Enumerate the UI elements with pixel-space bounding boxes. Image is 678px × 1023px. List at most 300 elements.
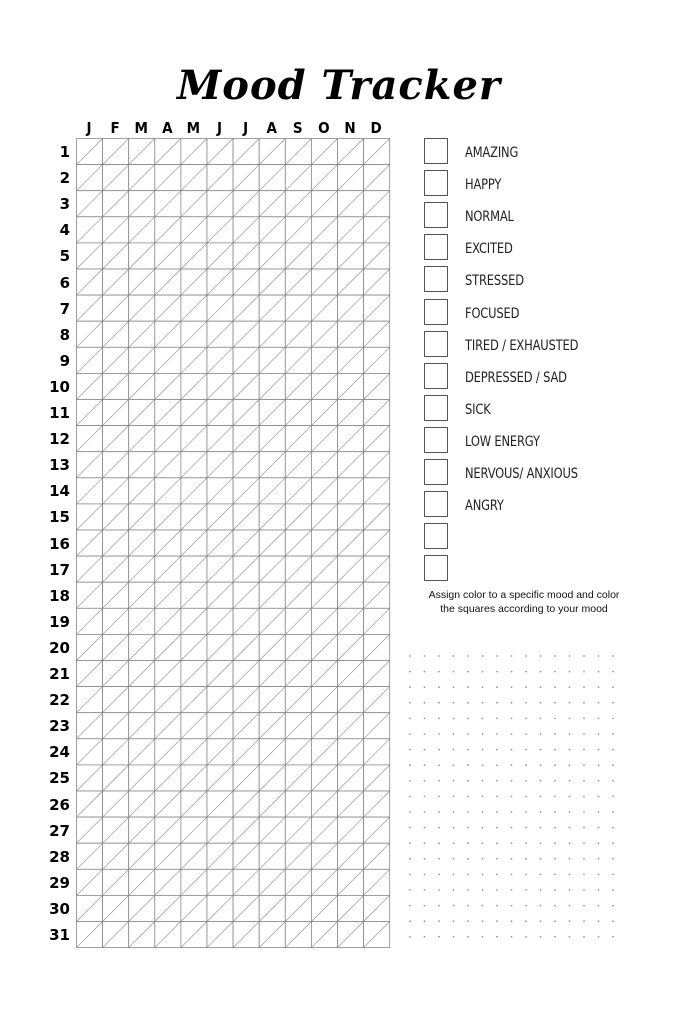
- mood-cell[interactable]: [207, 895, 233, 921]
- mood-cell[interactable]: [338, 661, 364, 687]
- mood-cell[interactable]: [103, 922, 129, 948]
- mood-cell[interactable]: [364, 191, 390, 217]
- mood-cell[interactable]: [338, 556, 364, 582]
- mood-cell[interactable]: [103, 869, 129, 895]
- mood-cell[interactable]: [364, 530, 390, 556]
- mood-cell[interactable]: [338, 347, 364, 373]
- mood-cell[interactable]: [285, 269, 311, 295]
- mood-cell[interactable]: [338, 843, 364, 869]
- mood-cell[interactable]: [311, 373, 337, 399]
- mood-cell[interactable]: [181, 843, 207, 869]
- mood-cell[interactable]: [103, 608, 129, 634]
- mood-cell[interactable]: [285, 243, 311, 269]
- mood-cell[interactable]: [259, 634, 285, 660]
- mood-cell[interactable]: [77, 191, 103, 217]
- mood-cell[interactable]: [181, 869, 207, 895]
- mood-cell[interactable]: [233, 321, 259, 347]
- mood-cell[interactable]: [233, 504, 259, 530]
- mood-cell[interactable]: [77, 661, 103, 687]
- color-swatch-box[interactable]: [424, 331, 448, 357]
- mood-cell[interactable]: [129, 817, 155, 843]
- mood-cell[interactable]: [155, 295, 181, 321]
- mood-cell[interactable]: [311, 634, 337, 660]
- mood-cell[interactable]: [311, 608, 337, 634]
- mood-cell[interactable]: [364, 869, 390, 895]
- mood-cell[interactable]: [103, 373, 129, 399]
- mood-cell[interactable]: [311, 400, 337, 426]
- mood-cell[interactable]: [103, 687, 129, 713]
- mood-cell[interactable]: [259, 556, 285, 582]
- mood-cell[interactable]: [233, 426, 259, 452]
- mood-cell[interactable]: [311, 347, 337, 373]
- mood-cell[interactable]: [129, 478, 155, 504]
- mood-cell[interactable]: [338, 426, 364, 452]
- mood-cell[interactable]: [207, 478, 233, 504]
- mood-cell[interactable]: [311, 582, 337, 608]
- color-swatch-box[interactable]: [424, 170, 448, 196]
- mood-cell[interactable]: [181, 791, 207, 817]
- mood-cell[interactable]: [259, 817, 285, 843]
- mood-cell[interactable]: [129, 661, 155, 687]
- mood-cell[interactable]: [233, 347, 259, 373]
- mood-cell[interactable]: [338, 713, 364, 739]
- mood-cell[interactable]: [311, 791, 337, 817]
- mood-cell[interactable]: [338, 321, 364, 347]
- mood-cell[interactable]: [103, 191, 129, 217]
- mood-cell[interactable]: [181, 426, 207, 452]
- mood-cell[interactable]: [129, 165, 155, 191]
- mood-cell[interactable]: [207, 243, 233, 269]
- mood-cell[interactable]: [259, 687, 285, 713]
- mood-cell[interactable]: [285, 321, 311, 347]
- mood-cell[interactable]: [233, 739, 259, 765]
- mood-cell[interactable]: [181, 765, 207, 791]
- mood-cell[interactable]: [181, 582, 207, 608]
- mood-cell[interactable]: [259, 400, 285, 426]
- mood-cell[interactable]: [207, 426, 233, 452]
- mood-cell[interactable]: [364, 295, 390, 321]
- mood-cell[interactable]: [103, 713, 129, 739]
- mood-cell[interactable]: [259, 791, 285, 817]
- mood-cell[interactable]: [77, 843, 103, 869]
- mood-cell[interactable]: [364, 713, 390, 739]
- mood-cell[interactable]: [181, 217, 207, 243]
- mood-cell[interactable]: [259, 243, 285, 269]
- mood-cell[interactable]: [233, 478, 259, 504]
- mood-cell[interactable]: [259, 608, 285, 634]
- mood-cell[interactable]: [259, 347, 285, 373]
- mood-cell[interactable]: [129, 139, 155, 165]
- mood-cell[interactable]: [311, 843, 337, 869]
- mood-cell[interactable]: [233, 191, 259, 217]
- mood-cell[interactable]: [311, 165, 337, 191]
- mood-cell[interactable]: [181, 139, 207, 165]
- mood-cell[interactable]: [285, 452, 311, 478]
- mood-cell[interactable]: [364, 139, 390, 165]
- mood-cell[interactable]: [129, 530, 155, 556]
- mood-cell[interactable]: [233, 217, 259, 243]
- mood-cell[interactable]: [207, 165, 233, 191]
- mood-cell[interactable]: [155, 843, 181, 869]
- mood-cell[interactable]: [338, 243, 364, 269]
- mood-cell[interactable]: [285, 817, 311, 843]
- mood-cell[interactable]: [233, 295, 259, 321]
- mood-cell[interactable]: [259, 452, 285, 478]
- mood-cell[interactable]: [285, 165, 311, 191]
- mood-cell[interactable]: [311, 765, 337, 791]
- mood-cell[interactable]: [259, 713, 285, 739]
- mood-cell[interactable]: [103, 426, 129, 452]
- mood-cell[interactable]: [155, 530, 181, 556]
- mood-cell[interactable]: [285, 922, 311, 948]
- mood-cell[interactable]: [207, 321, 233, 347]
- mood-cell[interactable]: [129, 400, 155, 426]
- mood-cell[interactable]: [364, 426, 390, 452]
- mood-cell[interactable]: [129, 922, 155, 948]
- mood-cell[interactable]: [207, 530, 233, 556]
- color-swatch-box[interactable]: [424, 299, 448, 325]
- mood-cell[interactable]: [77, 687, 103, 713]
- mood-cell[interactable]: [181, 347, 207, 373]
- mood-cell[interactable]: [233, 582, 259, 608]
- mood-cell[interactable]: [103, 530, 129, 556]
- mood-cell[interactable]: [364, 321, 390, 347]
- mood-cell[interactable]: [311, 191, 337, 217]
- mood-cell[interactable]: [259, 321, 285, 347]
- mood-cell[interactable]: [103, 243, 129, 269]
- mood-cell[interactable]: [103, 739, 129, 765]
- color-swatch-box[interactable]: [424, 555, 448, 581]
- mood-cell[interactable]: [338, 452, 364, 478]
- mood-cell[interactable]: [285, 713, 311, 739]
- mood-cell[interactable]: [181, 400, 207, 426]
- mood-cell[interactable]: [364, 269, 390, 295]
- mood-cell[interactable]: [364, 817, 390, 843]
- mood-cell[interactable]: [181, 634, 207, 660]
- mood-cell[interactable]: [207, 217, 233, 243]
- mood-cell[interactable]: [77, 347, 103, 373]
- mood-cell[interactable]: [311, 452, 337, 478]
- mood-cell[interactable]: [77, 739, 103, 765]
- mood-cell[interactable]: [207, 634, 233, 660]
- mood-cell[interactable]: [285, 582, 311, 608]
- mood-cell[interactable]: [103, 791, 129, 817]
- mood-cell[interactable]: [181, 243, 207, 269]
- mood-cell[interactable]: [233, 765, 259, 791]
- mood-cell[interactable]: [207, 843, 233, 869]
- mood-cell[interactable]: [233, 243, 259, 269]
- mood-cell[interactable]: [129, 608, 155, 634]
- mood-cell[interactable]: [155, 400, 181, 426]
- mood-cell[interactable]: [129, 869, 155, 895]
- mood-cell[interactable]: [311, 869, 337, 895]
- mood-cell[interactable]: [155, 373, 181, 399]
- mood-cell[interactable]: [233, 922, 259, 948]
- mood-cell[interactable]: [207, 139, 233, 165]
- mood-cell[interactable]: [311, 739, 337, 765]
- mood-cell[interactable]: [129, 504, 155, 530]
- mood-cell[interactable]: [103, 634, 129, 660]
- mood-cell[interactable]: [233, 269, 259, 295]
- mood-cell[interactable]: [129, 452, 155, 478]
- mood-cell[interactable]: [259, 373, 285, 399]
- mood-cell[interactable]: [338, 922, 364, 948]
- mood-cell[interactable]: [181, 165, 207, 191]
- mood-cell[interactable]: [259, 504, 285, 530]
- mood-cell[interactable]: [77, 530, 103, 556]
- mood-cell[interactable]: [285, 895, 311, 921]
- mood-cell[interactable]: [285, 608, 311, 634]
- mood-cell[interactable]: [155, 739, 181, 765]
- mood-cell[interactable]: [285, 191, 311, 217]
- mood-cell[interactable]: [207, 347, 233, 373]
- mood-cell[interactable]: [285, 347, 311, 373]
- mood-cell[interactable]: [207, 817, 233, 843]
- mood-cell[interactable]: [103, 582, 129, 608]
- mood-cell[interactable]: [103, 478, 129, 504]
- mood-cell[interactable]: [207, 739, 233, 765]
- mood-cell[interactable]: [311, 295, 337, 321]
- mood-cell[interactable]: [181, 478, 207, 504]
- mood-cell[interactable]: [364, 165, 390, 191]
- mood-cell[interactable]: [181, 504, 207, 530]
- mood-cell[interactable]: [129, 426, 155, 452]
- mood-cell[interactable]: [77, 713, 103, 739]
- mood-cell[interactable]: [311, 713, 337, 739]
- mood-cell[interactable]: [77, 139, 103, 165]
- mood-cell[interactable]: [207, 661, 233, 687]
- mood-cell[interactable]: [181, 817, 207, 843]
- mood-cell[interactable]: [364, 739, 390, 765]
- mood-cell[interactable]: [364, 765, 390, 791]
- mood-cell[interactable]: [129, 373, 155, 399]
- mood-cell[interactable]: [364, 922, 390, 948]
- mood-cell[interactable]: [77, 217, 103, 243]
- mood-cell[interactable]: [129, 321, 155, 347]
- mood-cell[interactable]: [364, 373, 390, 399]
- mood-cell[interactable]: [285, 556, 311, 582]
- mood-cell[interactable]: [285, 765, 311, 791]
- mood-cell[interactable]: [364, 243, 390, 269]
- mood-cell[interactable]: [259, 582, 285, 608]
- mood-cell[interactable]: [311, 139, 337, 165]
- mood-cell[interactable]: [181, 556, 207, 582]
- mood-cell[interactable]: [181, 922, 207, 948]
- mood-cell[interactable]: [338, 608, 364, 634]
- mood-cell[interactable]: [259, 295, 285, 321]
- mood-cell[interactable]: [364, 478, 390, 504]
- mood-cell[interactable]: [311, 269, 337, 295]
- color-swatch-box[interactable]: [424, 427, 448, 453]
- mood-cell[interactable]: [77, 582, 103, 608]
- mood-cell[interactable]: [155, 165, 181, 191]
- mood-cell[interactable]: [259, 165, 285, 191]
- mood-cell[interactable]: [77, 922, 103, 948]
- mood-cell[interactable]: [259, 869, 285, 895]
- mood-cell[interactable]: [77, 817, 103, 843]
- mood-cell[interactable]: [233, 713, 259, 739]
- mood-cell[interactable]: [233, 817, 259, 843]
- mood-cell[interactable]: [77, 452, 103, 478]
- mood-cell[interactable]: [103, 321, 129, 347]
- mood-cell[interactable]: [338, 895, 364, 921]
- mood-cell[interactable]: [77, 478, 103, 504]
- mood-cell[interactable]: [338, 269, 364, 295]
- mood-cell[interactable]: [338, 687, 364, 713]
- mood-cell[interactable]: [311, 530, 337, 556]
- mood-cell[interactable]: [103, 843, 129, 869]
- mood-cell[interactable]: [77, 165, 103, 191]
- mood-cell[interactable]: [77, 869, 103, 895]
- mood-cell[interactable]: [338, 817, 364, 843]
- mood-cell[interactable]: [129, 556, 155, 582]
- mood-cell[interactable]: [103, 765, 129, 791]
- color-swatch-box[interactable]: [424, 395, 448, 421]
- mood-cell[interactable]: [181, 739, 207, 765]
- mood-cell[interactable]: [285, 791, 311, 817]
- mood-cell[interactable]: [207, 269, 233, 295]
- mood-cell[interactable]: [77, 765, 103, 791]
- mood-cell[interactable]: [103, 817, 129, 843]
- mood-cell[interactable]: [285, 687, 311, 713]
- mood-cell[interactable]: [364, 608, 390, 634]
- mood-cell[interactable]: [129, 765, 155, 791]
- mood-cell[interactable]: [77, 321, 103, 347]
- mood-cell[interactable]: [311, 817, 337, 843]
- mood-cell[interactable]: [233, 556, 259, 582]
- color-swatch-box[interactable]: [424, 363, 448, 389]
- mood-cell[interactable]: [155, 191, 181, 217]
- mood-cell[interactable]: [155, 321, 181, 347]
- mood-cell[interactable]: [207, 869, 233, 895]
- mood-cell[interactable]: [207, 504, 233, 530]
- mood-cell[interactable]: [103, 895, 129, 921]
- mood-cell[interactable]: [207, 400, 233, 426]
- mood-cell[interactable]: [207, 765, 233, 791]
- mood-cell[interactable]: [338, 634, 364, 660]
- mood-cell[interactable]: [77, 895, 103, 921]
- mood-cell[interactable]: [364, 556, 390, 582]
- mood-cell[interactable]: [285, 661, 311, 687]
- mood-cell[interactable]: [285, 478, 311, 504]
- mood-cell[interactable]: [233, 791, 259, 817]
- color-swatch-box[interactable]: [424, 202, 448, 228]
- mood-cell[interactable]: [155, 765, 181, 791]
- mood-cell[interactable]: [338, 530, 364, 556]
- mood-cell[interactable]: [155, 269, 181, 295]
- mood-cell[interactable]: [129, 347, 155, 373]
- mood-cell[interactable]: [181, 269, 207, 295]
- mood-cell[interactable]: [103, 400, 129, 426]
- mood-cell[interactable]: [155, 139, 181, 165]
- mood-cell[interactable]: [77, 269, 103, 295]
- mood-cell[interactable]: [285, 217, 311, 243]
- mood-cell[interactable]: [207, 713, 233, 739]
- mood-cell[interactable]: [155, 608, 181, 634]
- mood-cell[interactable]: [129, 295, 155, 321]
- mood-cell[interactable]: [338, 869, 364, 895]
- mood-cell[interactable]: [77, 634, 103, 660]
- mood-cell[interactable]: [285, 139, 311, 165]
- mood-cell[interactable]: [285, 634, 311, 660]
- mood-cell[interactable]: [233, 139, 259, 165]
- mood-cell[interactable]: [207, 608, 233, 634]
- mood-cell[interactable]: [364, 582, 390, 608]
- mood-cell[interactable]: [181, 661, 207, 687]
- mood-cell[interactable]: [259, 426, 285, 452]
- mood-cell[interactable]: [77, 504, 103, 530]
- mood-cell[interactable]: [155, 243, 181, 269]
- color-swatch-box[interactable]: [424, 523, 448, 549]
- mood-cell[interactable]: [338, 217, 364, 243]
- mood-cell[interactable]: [155, 713, 181, 739]
- mood-cell[interactable]: [259, 661, 285, 687]
- mood-cell[interactable]: [207, 582, 233, 608]
- mood-cell[interactable]: [77, 295, 103, 321]
- mood-cell[interactable]: [103, 347, 129, 373]
- mood-cell[interactable]: [207, 922, 233, 948]
- mood-cell[interactable]: [285, 739, 311, 765]
- color-swatch-box[interactable]: [424, 266, 448, 292]
- mood-cell[interactable]: [259, 765, 285, 791]
- mood-cell[interactable]: [181, 321, 207, 347]
- mood-cell[interactable]: [103, 556, 129, 582]
- mood-cell[interactable]: [155, 426, 181, 452]
- mood-cell[interactable]: [207, 295, 233, 321]
- mood-cell[interactable]: [311, 426, 337, 452]
- mood-cell[interactable]: [155, 582, 181, 608]
- mood-cell[interactable]: [155, 687, 181, 713]
- mood-cell[interactable]: [129, 269, 155, 295]
- mood-cell[interactable]: [103, 295, 129, 321]
- mood-cell[interactable]: [155, 347, 181, 373]
- mood-cell[interactable]: [311, 556, 337, 582]
- color-swatch-box[interactable]: [424, 459, 448, 485]
- mood-cell[interactable]: [338, 765, 364, 791]
- mood-cell[interactable]: [259, 922, 285, 948]
- mood-cell[interactable]: [233, 400, 259, 426]
- mood-cell[interactable]: [285, 373, 311, 399]
- mood-cell[interactable]: [103, 504, 129, 530]
- mood-cell[interactable]: [338, 739, 364, 765]
- mood-cell[interactable]: [129, 191, 155, 217]
- mood-cell[interactable]: [338, 791, 364, 817]
- mood-cell[interactable]: [77, 791, 103, 817]
- mood-cell[interactable]: [129, 739, 155, 765]
- mood-cell[interactable]: [285, 426, 311, 452]
- mood-cell[interactable]: [259, 478, 285, 504]
- mood-cell[interactable]: [233, 634, 259, 660]
- mood-cell[interactable]: [338, 295, 364, 321]
- mood-cell[interactable]: [155, 791, 181, 817]
- mood-cell[interactable]: [155, 504, 181, 530]
- mood-cell[interactable]: [207, 452, 233, 478]
- mood-cell[interactable]: [155, 661, 181, 687]
- mood-cell[interactable]: [338, 582, 364, 608]
- mood-cell[interactable]: [285, 295, 311, 321]
- mood-cell[interactable]: [77, 608, 103, 634]
- mood-cell[interactable]: [364, 895, 390, 921]
- mood-cell[interactable]: [77, 426, 103, 452]
- mood-cell[interactable]: [259, 530, 285, 556]
- mood-cell[interactable]: [77, 400, 103, 426]
- mood-cell[interactable]: [259, 217, 285, 243]
- mood-cell[interactable]: [364, 634, 390, 660]
- mood-cell[interactable]: [207, 556, 233, 582]
- mood-cell[interactable]: [181, 373, 207, 399]
- mood-cell[interactable]: [233, 165, 259, 191]
- mood-cell[interactable]: [364, 504, 390, 530]
